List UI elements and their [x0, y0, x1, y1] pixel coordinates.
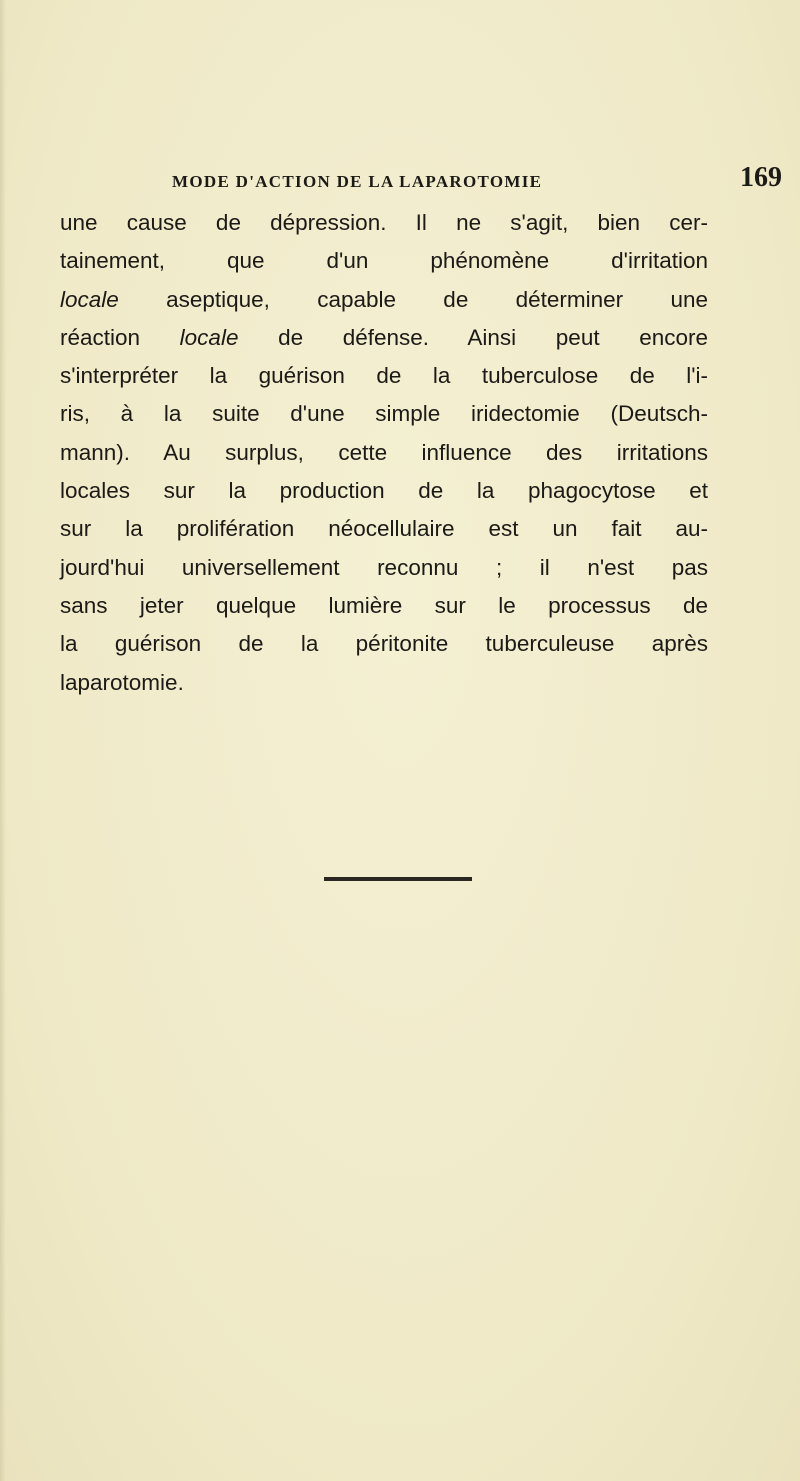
text-line: s'interpréter la guérison de la tuberculose de l'i- [60, 363, 708, 389]
italic-term: locale [60, 286, 119, 312]
text-line: réaction locale de défense. Ainsi peut encore [60, 324, 708, 350]
text-line: locale aseptique, capable de déterminer une [60, 286, 708, 312]
section-end-rule [324, 877, 472, 881]
page-number: 169 [740, 162, 782, 193]
text-line: sans jeter quelque lumière sur le processus de [60, 592, 708, 618]
page-edge-shadow [0, 0, 6, 1481]
text-line: sur la prolifération néocellulaire est un fait au- [60, 516, 708, 542]
text-line: laparotomie. [60, 669, 184, 695]
running-head: MODE D'ACTION DE LA LAPAROTOMIE [172, 172, 543, 191]
text-line: locales sur la production de la phagocytose et [60, 478, 708, 504]
text-line: jourd'hui universellement reconnu ; il n'est pas [60, 554, 708, 580]
text-line: ris, à la suite d'une simple iridectomie (Deutsch- [60, 401, 708, 427]
body-paragraph [60, 204, 708, 702]
text-line: une cause de dépression. Il ne s'agit, bien cer- [60, 210, 708, 235]
text-line: tainement, que d'un phénomène d'irritation [60, 248, 708, 274]
italic-term: locale [179, 324, 239, 350]
text-line: la guérison de la péritonite tuberculeuse après [60, 631, 708, 657]
text-line: mann). Au surplus, cette influence des irritations [60, 439, 708, 465]
